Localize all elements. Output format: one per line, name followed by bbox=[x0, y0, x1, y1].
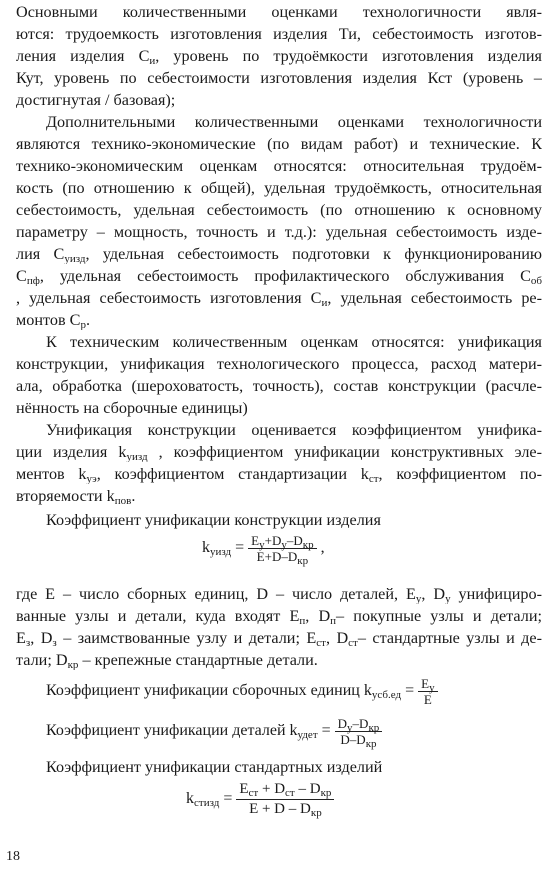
text-line: нённость на сборочные единицы) bbox=[16, 399, 248, 417]
formula-assembly-unification: Коэффициент унификации сборочных единиц $k_{усб.ед}$ = $\frac{E_у}{E}$ bbox=[46, 676, 438, 707]
text-line: где Е – число сборных единиц, D – число деталей, $Е_у$, $D_у$ унифициро- bbox=[16, 585, 542, 604]
formula-standard-unification: $k_{стизд}$ = $\frac{E_{ст} + D_{ст} - D_{кр}}{E + D - D_{кр}}$ bbox=[186, 780, 334, 819]
page-number: 18 bbox=[6, 849, 20, 864]
paragraph-start: К техническим количественным оценкам относятся: унификация bbox=[46, 333, 542, 351]
formula-caption: Коэффициент унификации конструкции изделия bbox=[46, 511, 381, 529]
text-line: конструкции, унификация технологического процесса, расход матери- bbox=[16, 355, 542, 373]
text-line: кость (по отношению к общей), удельная трудоёмкость, относительная bbox=[16, 179, 542, 197]
text-line: вторяемости $k_{пов}$. bbox=[16, 487, 136, 506]
text-line: достигнутая / базовая); bbox=[16, 91, 176, 109]
paragraph-start: Дополнительными количественными оценками технологичности bbox=[46, 113, 542, 131]
text-line: монтов $С_р$. bbox=[16, 311, 90, 330]
text-line: $Е_з$, $D_з$ – заимствованные узлу и детали; $Е_{ст}$, $D_{ст}-$ стандартные узлы и де- bbox=[16, 629, 542, 648]
text-line: лия $С_{уизд}$, удельная себестоимость подготовки к функционированию bbox=[16, 245, 542, 264]
text-line: ются: трудоемкость изготовления изделия Ти, себестоимость изготов- bbox=[16, 25, 542, 43]
formula-parts-unification: Коэффициент унификации деталей $k_{удет}$ = $\frac{D_у-D_{кр}}{D-D_{кр}}$ bbox=[46, 716, 382, 747]
text-line: технико-экономическим оценкам относятся: относительная трудоём- bbox=[16, 157, 542, 175]
paragraph-start: Унификация конструкции оценивается коэффициентом унифика- bbox=[46, 421, 542, 439]
text-line: Кут, уровень по себестоимости изготовления изделия Кст (уровень – bbox=[16, 69, 542, 87]
text-line: ления изделия $С_и$, уровень по трудоёмкости изготовления изделия bbox=[16, 47, 542, 66]
text-line: параметру – мощность, точность и т.д.): удельная себестоимость изде- bbox=[16, 223, 542, 241]
formula-caption: Коэффициент унификации стандартных изделий bbox=[46, 758, 383, 776]
text-line: ции изделия $k_{уизд}$ , коэффициентом унификации конструктивных эле- bbox=[16, 443, 542, 462]
fraction: $\frac{D_у-D_{кр}}{D-D_{кр}}$ bbox=[335, 716, 383, 747]
text-line: себестоимость, удельная себестоимость (по отношению к основному bbox=[16, 201, 542, 219]
text-line: являются технико-экономические (по видам работ) и технические. К bbox=[16, 135, 542, 153]
text-line: ала, обработка (шероховатость, точность), состав конструкции (расчле- bbox=[16, 377, 542, 395]
text-line: ментов $k_{уэ}$, коэффициентом стандартизации $k_{ст}$, коэффициентом по- bbox=[16, 465, 542, 484]
text-line: Основными количественными оценками технологичности явля- bbox=[16, 3, 542, 21]
fraction: $\frac{E_{ст} + D_{ст} - D_{кр}}{E + D - D_{кр}}$ bbox=[236, 780, 334, 819]
fraction: $\frac{E_у}{E}$ bbox=[418, 676, 437, 707]
formula-product-unification: $k_{уизд}$ = $\frac{E_у+D_у-D_{кр}}{E+D-D_{кр}}$ , bbox=[202, 533, 325, 567]
text-line: $С_{пф}$, удельная себестоимость профилактического обслуживания $С_{об}$ bbox=[16, 267, 542, 286]
text-line: , удельная себестоимость изготовления $С_и$, удельная себестоимость ре- bbox=[16, 289, 542, 308]
fraction: $\frac{E_у+D_у-D_{кр}}{E+D-D_{кр}}$ bbox=[248, 533, 316, 564]
text-line: тали; $D_{кр}$ – крепежные стандартные детали. bbox=[16, 651, 318, 670]
text-line: ванные узлы и детали, куда входят $Е_п$, $D_п-$ покупные узлы и детали; bbox=[16, 607, 542, 626]
